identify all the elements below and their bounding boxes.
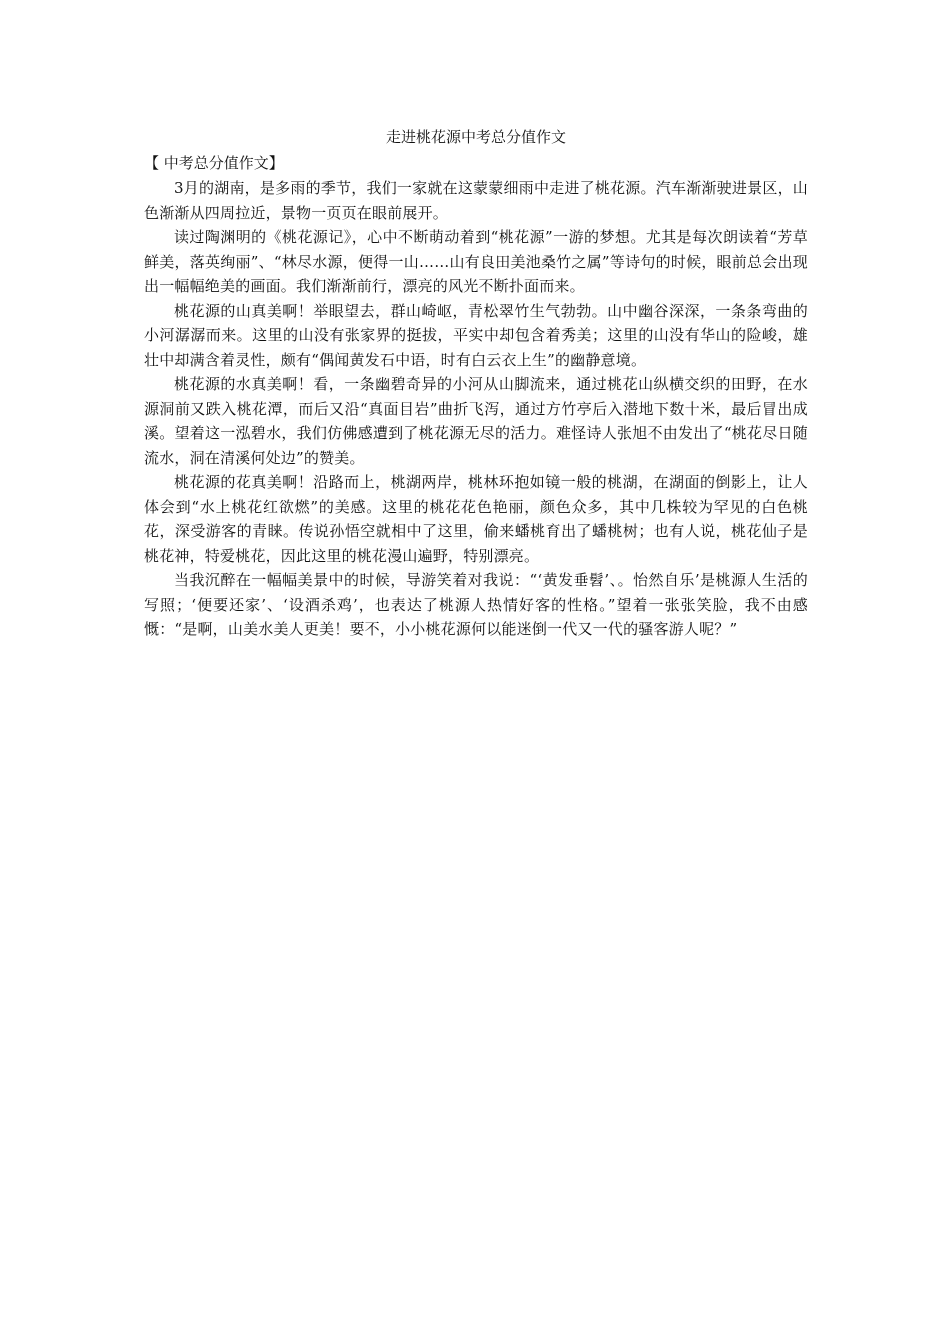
paragraph-6: 当我沉醉在一幅幅美景中的时候，导游笑着对我说：“‘黄发垂髫’、。怡然自乐’是桃源人生活的写照；‘便要还家’、‘设酒杀鸡’，也表达了桃源人热情好客的性格。”望着一张张笑脸，我不由感慨：“是啊，山美水美人更美！要不，小小桃花源何以能迷倒一代又一代的骚客游人呢？” xyxy=(144,571,808,638)
paragraph-4: 桃花源的水真美啊！看，一条幽碧奇异的小河从山脚流来，通过桃花山纵横交织的田野，在水源洞前又跌入桃花潭，而后又沿“真面目岩”曲折飞泻，通过方竹亭后入潜地下数十米，最后冒出成溪。望着这一泓碧水，我们仿佛感遭到了桃花源无尽的活力。难怪诗人张旭不由发出了“桃花尽日随流水，洞在清溪何处边”的赞美。 xyxy=(144,375,808,467)
paragraph-2: 读过陶渊明的《桃花源记》，心中不断萌动着到“桃花源”一游的梦想。尤其是每次朗读着“芳草鲜美，落英绚丽”、“林尽水源，便得一山……山有良田美池桑竹之属”等诗句的时候，眼前总会出现出一幅幅绝美的画面。我们渐渐前行，漂亮的风光不断扑面而来。 xyxy=(144,228,808,295)
section-label: 【 中考总分值作文】 xyxy=(144,154,284,172)
paragraph-5: 桃花源的花真美啊！沿路而上，桃湖两岸，桃林环抱如镜一般的桃湖，在湖面的倒影上，让人体会到“水上桃花红欲燃”的美感。这里的桃花花色艳丽，颜色众多，其中几株较为罕见的白色桃花，深受游客的青睐。传说孙悟空就相中了这里，偷来蟠桃育出了蟠桃树；也有人说，桃花仙子是桃花神，特爱桃花，因此这里的桃花漫山遍野，特别漂亮。 xyxy=(144,473,808,565)
paragraph-3: 桃花源的山真美啊！举眼望去，群山崎岖，青松翠竹生气勃勃。山中幽谷深深，一条条弯曲的小河潺潺而来。这里的山没有张家界的挺拔，平实中却包含着秀美；这里的山没有华山的险峻，雄壮中却满含着灵性，颇有“偶闻黄发石中语，时有白云衣上生”的幽静意境。 xyxy=(144,301,808,369)
document-title: 走进桃花源中考总分值作文 xyxy=(385,128,566,146)
document-page xyxy=(144,124,808,642)
paragraph-1: 3月的湖南，是多雨的季节，我们一家就在这蒙蒙细雨中走进了桃花源。汽车渐渐驶进景区，山色渐渐从四周拉近，景物一页页在眼前展开。 xyxy=(144,179,808,222)
